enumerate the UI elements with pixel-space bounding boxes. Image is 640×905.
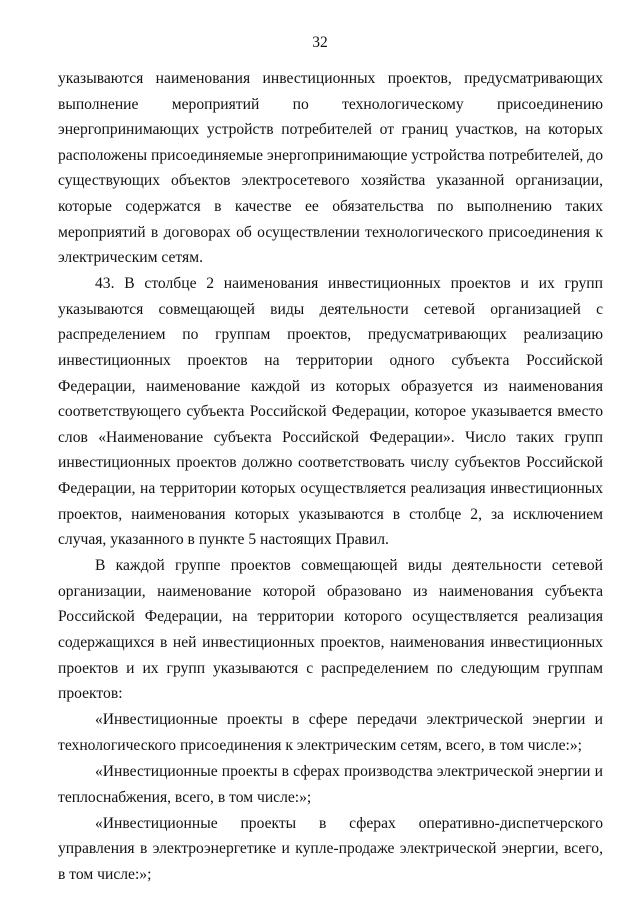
paragraph-group-generation: «Инвестиционные проекты в сферах производства электрической энергии и теплоснабжения, всего, в том числе:»;: [58, 763, 603, 806]
paragraph-project-groups: В каждой группе проектов совмещающей виды деятельности сетевой организации, наименование которой образовано из наименования субъекта Российской Федерации, на территории которого осуществляется реализация содержащихся в ней инвестиционных проектов, наименования инвестиционных проектов и их групп указываются с распределением по следующим группам проектов:: [58, 557, 603, 703]
paragraph-item-43: 43. В столбце 2 наименования инвестиционных проектов и их групп указываются совмещающей виды деятельности сетевой организацией с распределением по группам проектов, предусматривающих реализацию инвестиционных проектов на территории одного субъекта Российской Федерации, наименование каждой из которых образуется из наименования соответствующего субъекта Российской Федерации, которое указывается вместо слов «Наименование субъекта Российской Федерации». Число таких групп инвестиционных проектов должно соответствовать числу субъектов Российской Федерации, на территории которых осуществляется реализация инвестиционных проектов, наименования которых указываются в столбце 2, за исключением случая, указанного в пункте 5 настоящих Правил.: [58, 275, 603, 549]
paragraph-continuation: указываются наименования инвестиционных проектов, предусматривающих выполнение мероприятий по технологическому присоединению энергопринимающих устройств потребителей от границ участков, на которых расположены присоединяемые энергопринимающие устройства потребителей, до существующих объектов электросетевого хозяйства указанной организации, которые содержатся в качестве ее обязательства по выполнению таких мероприятий в договорах об осуществлении технологического присоединения к электрическим сетям.: [58, 70, 603, 267]
page-number: 32: [312, 34, 328, 51]
paragraph-group-dispatch: «Инвестиционные проекты в сферах оперативно-диспетчерского управления в электроэнергетике и купле-продаже электрической энергии, всего, в том числе:»;: [58, 814, 603, 883]
paragraph-group-transmission: «Инвестиционные проекты в сфере передачи электрической энергии и технологического присоединения к электрическим сетям, всего, в том числе:»;: [58, 711, 603, 754]
document-body: [58, 66, 603, 888]
